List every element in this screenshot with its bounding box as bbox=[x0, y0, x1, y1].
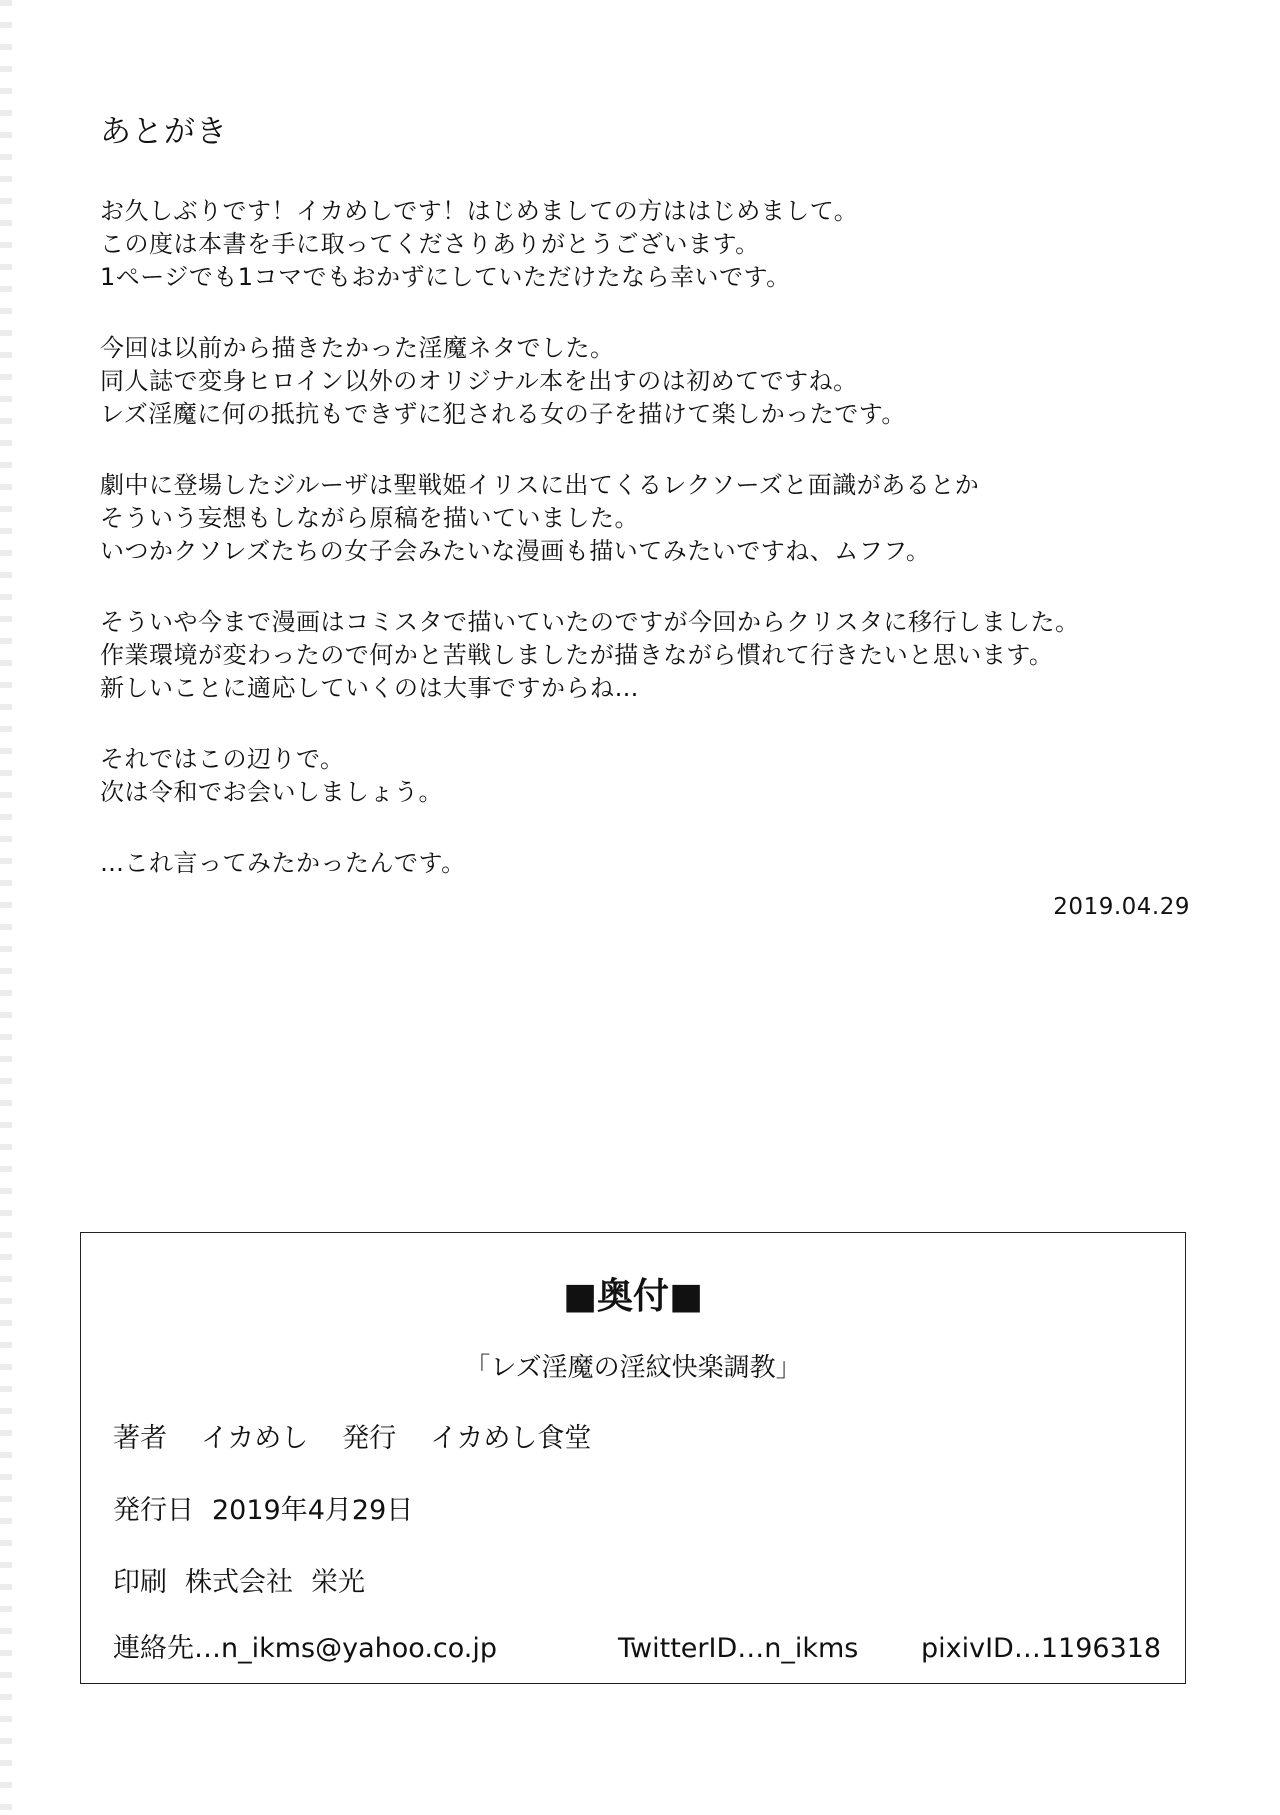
colophon-issue-date-row bbox=[113, 1493, 413, 1529]
author-name: イカめし bbox=[201, 1423, 309, 1454]
publisher-label: 発行 bbox=[342, 1423, 397, 1454]
contact-twitter: TwitterID…n_ikms bbox=[618, 1633, 859, 1664]
afterword-line: いつかクソレズたちの女子会みたいな漫画も描いてみたいですね、ムフフ。 bbox=[100, 537, 931, 565]
issue-date-value: 2019年4月29日 bbox=[212, 1495, 414, 1526]
afterword-line: そういや今まで漫画はコミスタで描いていたのですが今回からクリスタに移行しました。 bbox=[100, 608, 1080, 636]
afterword-date: 2019.04.29 bbox=[1053, 894, 1190, 920]
afterword-line: この度は本書を手に取ってくださりありがとうございます。 bbox=[100, 230, 760, 258]
afterword-paragraph bbox=[100, 469, 1190, 568]
colophon-heading: ■奥付■ bbox=[562, 1276, 704, 1317]
afterword-line: それではこの辺りで。 bbox=[100, 745, 345, 773]
afterword-title: あとがき bbox=[100, 114, 228, 150]
afterword-line: 1ページでも1コマでもおかずにしていただけたなら幸いです。 bbox=[100, 263, 791, 291]
printer-company-type: 株式会社 bbox=[185, 1567, 293, 1598]
printer-label: 印刷 bbox=[113, 1567, 167, 1598]
afterword-line: 新しいことに適応していくのは大事ですからね… bbox=[100, 674, 639, 702]
afterword-line: 今回は以前から描きたかった淫魔ネタでした。 bbox=[100, 334, 615, 362]
afterword-section bbox=[100, 112, 1190, 918]
afterword-line: レズ淫魔に何の抵抗もできずに犯される女の子を描けて楽しかったです。 bbox=[100, 400, 906, 428]
afterword-paragraph bbox=[100, 847, 1190, 880]
colophon-box bbox=[80, 1232, 1186, 1684]
afterword-paragraph bbox=[100, 743, 1190, 809]
afterword-paragraph bbox=[100, 195, 1190, 294]
author-label: 著者 bbox=[113, 1423, 167, 1454]
contact-pixiv: pixivID…1196318 bbox=[921, 1633, 1162, 1664]
issue-date-label: 発行日 bbox=[113, 1495, 194, 1526]
afterword-line: 次は令和でお会いしましょう。 bbox=[100, 778, 443, 806]
contact-email: 連絡先…n_ikms@yahoo.co.jp bbox=[113, 1633, 498, 1664]
afterword-line: 劇中に登場したジルーザは聖戦姫イリスに出てくるレクソーズと面識があるとか bbox=[100, 471, 980, 499]
afterword-line: …これ言ってみたかったんです。 bbox=[100, 849, 466, 877]
page-binding-edge bbox=[0, 0, 12, 1815]
afterword-line: 作業環境が変わったので何かと苦戦しましたが描きながら慣れて行きたいと思います。 bbox=[100, 641, 1054, 669]
colophon-printer-row bbox=[113, 1565, 365, 1601]
afterword-line: お久しぶりです！イカめしです！はじめましての方ははじめまして。 bbox=[100, 197, 859, 225]
colophon-book-title: 「レズ淫魔の淫紋快楽調教」 bbox=[464, 1353, 802, 1383]
afterword-line: 同人誌で変身ヒロイン以外のオリジナル本を出すのは初めてですね。 bbox=[100, 367, 858, 395]
colophon-author-row bbox=[113, 1421, 591, 1457]
afterword-line: そういう妄想もしながら原稿を描いていました。 bbox=[100, 504, 639, 532]
publisher-name: イカめし食堂 bbox=[430, 1423, 592, 1454]
afterword-paragraph bbox=[100, 332, 1190, 431]
printer-name: 栄光 bbox=[311, 1567, 365, 1598]
afterword-paragraph bbox=[100, 606, 1190, 705]
